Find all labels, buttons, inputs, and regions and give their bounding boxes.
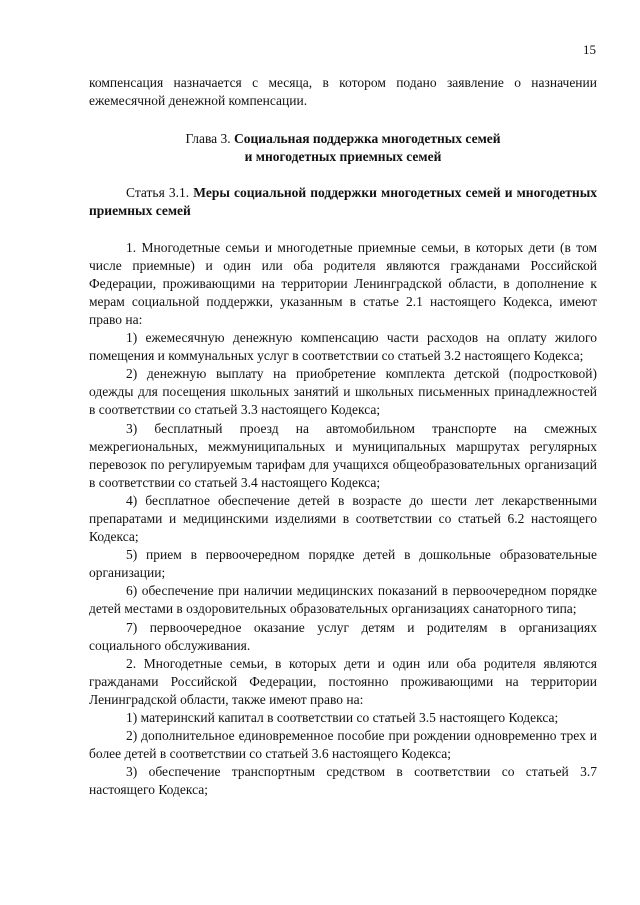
chapter-label: Глава 3. — [185, 131, 231, 147]
paragraph: 1) ежемесячную денежную компенсацию части расходов на оплату жилого помещения и коммунальных услуг в соответствии со статьей 3.2 настоящего Кодекса; — [89, 330, 597, 364]
paragraph: 2. Многодетные семьи, в которых дети и один или оба родителя являются гражданами Российской Федерации, постоянно проживающими на территории Ленинградской области, также имеют право на: — [89, 655, 597, 707]
intro-paragraph: компенсация назначается с месяца, в котором подано заявление о назначении ежемесячной денежной компенсации. — [89, 75, 597, 109]
chapter-heading — [89, 130, 597, 166]
chapter-title-line1: Социальная поддержка многодетных семей — [234, 131, 501, 147]
paragraph: 3) бесплатный проезд на автомобильном транспорте на смежных межрегиональных, межмуниципальных и муниципальных маршрутах регулярных перевозок по регулируемым тарифам для учащихся общеобразовательных организаций в соответствии со статьей 3.4 настоящего Кодекса; — [89, 420, 597, 490]
paragraph: 5) прием в первоочередном порядке детей в дошкольные образовательные организации; — [89, 547, 597, 581]
article-label: Статья 3.1. — [126, 185, 190, 201]
paragraph: 3) обеспечение транспортным средством в соответствии со статьей 3.7 настоящего Кодекса; — [89, 764, 597, 798]
paragraph: 2) денежную выплату на приобретение комплекта детской (подростковой) одежды для посещения школьных занятий и школьных письменных принадлежностей в соответствии со статьей 3.3 настоящего Кодекса; — [89, 366, 597, 418]
article-heading — [89, 184, 597, 220]
page-number: 15 — [583, 42, 596, 57]
paragraph: 1. Многодетные семьи и многодетные приемные семьи, в которых дети (в том числе приемные) и один или оба родителя являются гражданами Российской Федерации, проживающими на территории Ленинградской области, в дополнение к мерам социальной поддержки, указанным в статье 2.1 настоящего Кодекса, имеют право на: — [89, 239, 597, 327]
chapter-title-line2: и многодетных приемных семей — [244, 149, 442, 165]
paragraph: 2) дополнительное единовременное пособие при рождении одновременно трех и более детей в соответствии со статьей 3.6 настоящего Кодекса; — [89, 728, 597, 762]
paragraph: 4) бесплатное обеспечение детей в возрасте до шести лет лекарственными препаратами и медицинскими изделиями в соответствии со статьей 6.2 настоящего Кодекса; — [89, 492, 597, 545]
article-title: Меры социальной поддержки многодетных семей и многодетных приемных семей — [89, 185, 597, 219]
paragraph: 6) обеспечение при наличии медицинских показаний в первоочередном порядке детей местами в оздоровительных образовательных организациях санаторного типа; — [89, 583, 597, 617]
document-body — [89, 74, 597, 799]
paragraph: 1) материнский капитал в соответствии со статьей 3.5 настоящего Кодекса; — [126, 710, 559, 725]
paragraph: 7) первоочередное оказание услуг детям и родителям в организациях социального обслуживания. — [89, 619, 597, 653]
